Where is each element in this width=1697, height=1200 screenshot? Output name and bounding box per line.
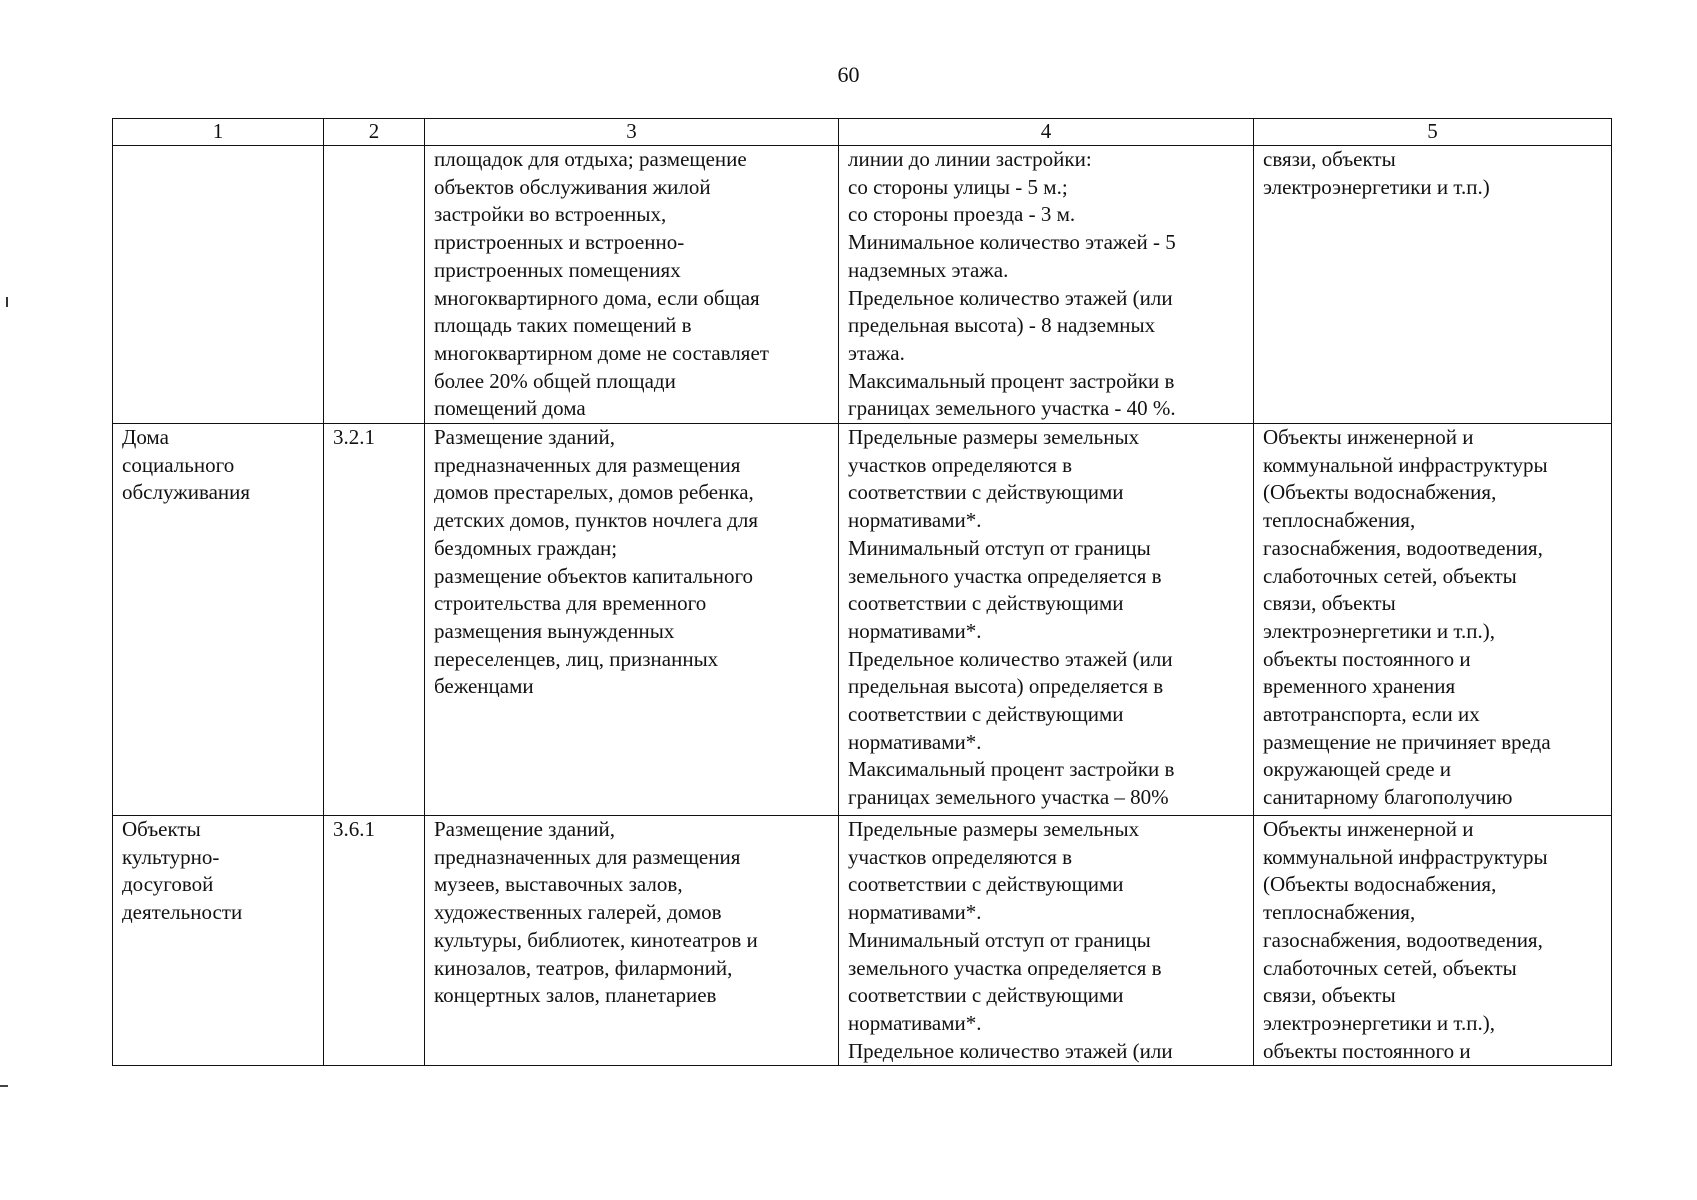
scan-mark: [0, 1085, 8, 1087]
table-row: [113, 146, 1612, 424]
page-number: 60: [837, 62, 860, 87]
use-name-cell: Дома социального обслуживания: [113, 424, 324, 816]
use-description-cell: Размещение зданий, предназначенных для размещения домов престарелых, домов ребенка, детских домов, пунктов ночлега для бездомных граждан; размещение объектов капитального строительства для временного размещения вынужденных переселенцев, лиц, признанных беженцами: [425, 424, 839, 816]
table-header-row: [113, 119, 1612, 146]
column-header-5: 5: [1254, 119, 1612, 146]
column-header-4: 4: [839, 119, 1254, 146]
use-code-cell: 3.6.1: [324, 816, 425, 1066]
use-name-cell: [113, 146, 324, 424]
use-code-cell: [324, 146, 425, 424]
column-header-2: 2: [324, 119, 425, 146]
column-header-3: 3: [425, 119, 839, 146]
use-name-cell: Объекты культурно- досуговой деятельности: [113, 816, 324, 1066]
auxiliary-uses-cell: Объекты инженерной и коммунальной инфраструктуры (Объекты водоснабжения, теплоснабжения, газоснабжения, водоотведения, слаботочных сетей, объекты связи, объекты электроэнергетики и т.п.), объекты постоянного и временного хранения автотранспорта, если их размещение не причиняет вреда окружающей среде и санитарному благополучию: [1254, 424, 1612, 816]
scan-mark: [6, 297, 8, 307]
table-row: [113, 424, 1612, 816]
column-header-1: 1: [113, 119, 324, 146]
auxiliary-uses-cell: Объекты инженерной и коммунальной инфраструктуры (Объекты водоснабжения, теплоснабжения, газоснабжения, водоотведения, слаботочных сетей, объекты связи, объекты электроэнергетики и т.п.), объекты постоянного и: [1254, 816, 1612, 1066]
use-code-cell: 3.2.1: [324, 424, 425, 816]
use-description-cell: Размещение зданий, предназначенных для размещения музеев, выставочных залов, художественных галерей, домов культуры, библиотек, кинотеатров и кинозалов, театров, филармоний, концертных залов, планетариев: [425, 816, 839, 1066]
parameters-cell: Предельные размеры земельных участков определяются в соответствии с действующими нормативами*. Минимальный отступ от границы земельного участка определяется в соответствии с действующими нормативами*. Предельное количество этажей (или: [839, 816, 1254, 1066]
regulations-table: [112, 118, 1612, 1066]
use-description-cell: площадок для отдыха; размещение объектов обслуживания жилой застройки во встроенных, пристроенных и встроенно- пристроенных помещениях многоквартирного дома, если общая площадь таких помещений в многоквартирном доме не составляет более 20% общей площади помещений дома: [425, 146, 839, 424]
parameters-cell: Предельные размеры земельных участков определяются в соответствии с действующими нормативами*. Минимальный отступ от границы земельного участка определяется в соответствии с действующими нормативами*. Предельное количество этажей (или предельная высота) определяется в соответствии с действующими нормативами*. Максимальный процент застройки в границах земельного участка – 80%: [839, 424, 1254, 816]
table-row: [113, 816, 1612, 1066]
auxiliary-uses-cell: связи, объекты электроэнергетики и т.п.): [1254, 146, 1612, 424]
parameters-cell: линии до линии застройки: со стороны улицы - 5 м.; со стороны проезда - 3 м. Минимальное количество этажей - 5 надземных этажа. Предельное количество этажей (или предельная высота) - 8 надземных этажа. Максимальный процент застройки в границах земельного участка - 40 %.: [839, 146, 1254, 424]
